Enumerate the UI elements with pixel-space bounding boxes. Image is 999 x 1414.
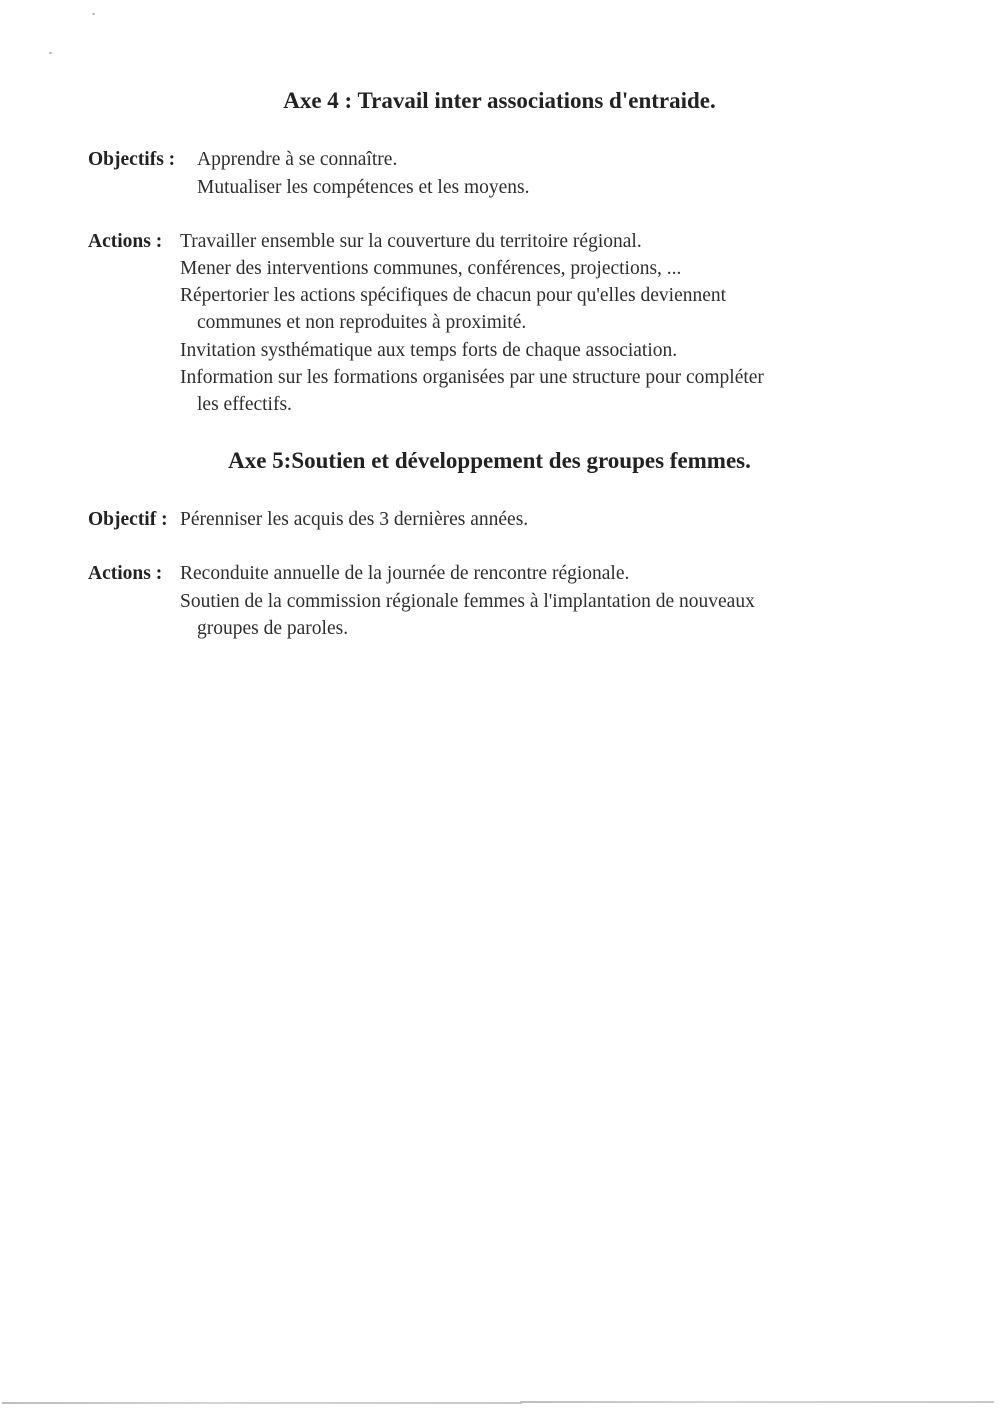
page-bottom-edge — [520, 1401, 994, 1403]
scan-speck — [92, 13, 95, 15]
objectives-label: Objectif : — [88, 509, 168, 530]
section-heading-axe-4: Axe 4 : Travail inter associations d'entraide. — [283, 88, 716, 113]
action-item: Soutien de la commission régionale femmes à l'implantation de nouveaux — [180, 591, 755, 612]
actions-label: Actions : — [88, 231, 163, 252]
objective-item: Mutualiser les compétences et les moyens. — [197, 177, 530, 198]
action-item: Travailler ensemble sur la couverture du territoire régional. — [180, 231, 642, 252]
scan-speck — [49, 52, 52, 54]
objective-item: Pérenniser les acquis des 3 dernières années. — [180, 509, 529, 530]
action-item: Information sur les formations organisées par une structure pour compléter — [180, 367, 764, 388]
action-item-continuation: groupes de paroles. — [197, 618, 349, 639]
actions-label: Actions : — [88, 563, 163, 584]
section-heading-axe-5: Axe 5:Soutien et développement des groupes femmes. — [228, 448, 751, 473]
objectives-label: Objectifs : — [88, 149, 176, 170]
action-item: Répertorier les actions spécifiques de chacun pour qu'elles deviennent — [180, 285, 727, 306]
action-item: Invitation systhématique aux temps forts de chaque association. — [180, 340, 678, 361]
action-item-continuation: les effectifs. — [197, 394, 292, 415]
action-item: Mener des interventions communes, conférences, projections, ... — [180, 258, 682, 279]
page-bottom-edge — [2, 1402, 522, 1404]
action-item-continuation: communes et non reproduites à proximité. — [197, 312, 527, 333]
action-item: Reconduite annuelle de la journée de rencontre régionale. — [180, 563, 630, 584]
objective-item: Apprendre à se connaître. — [197, 149, 398, 170]
